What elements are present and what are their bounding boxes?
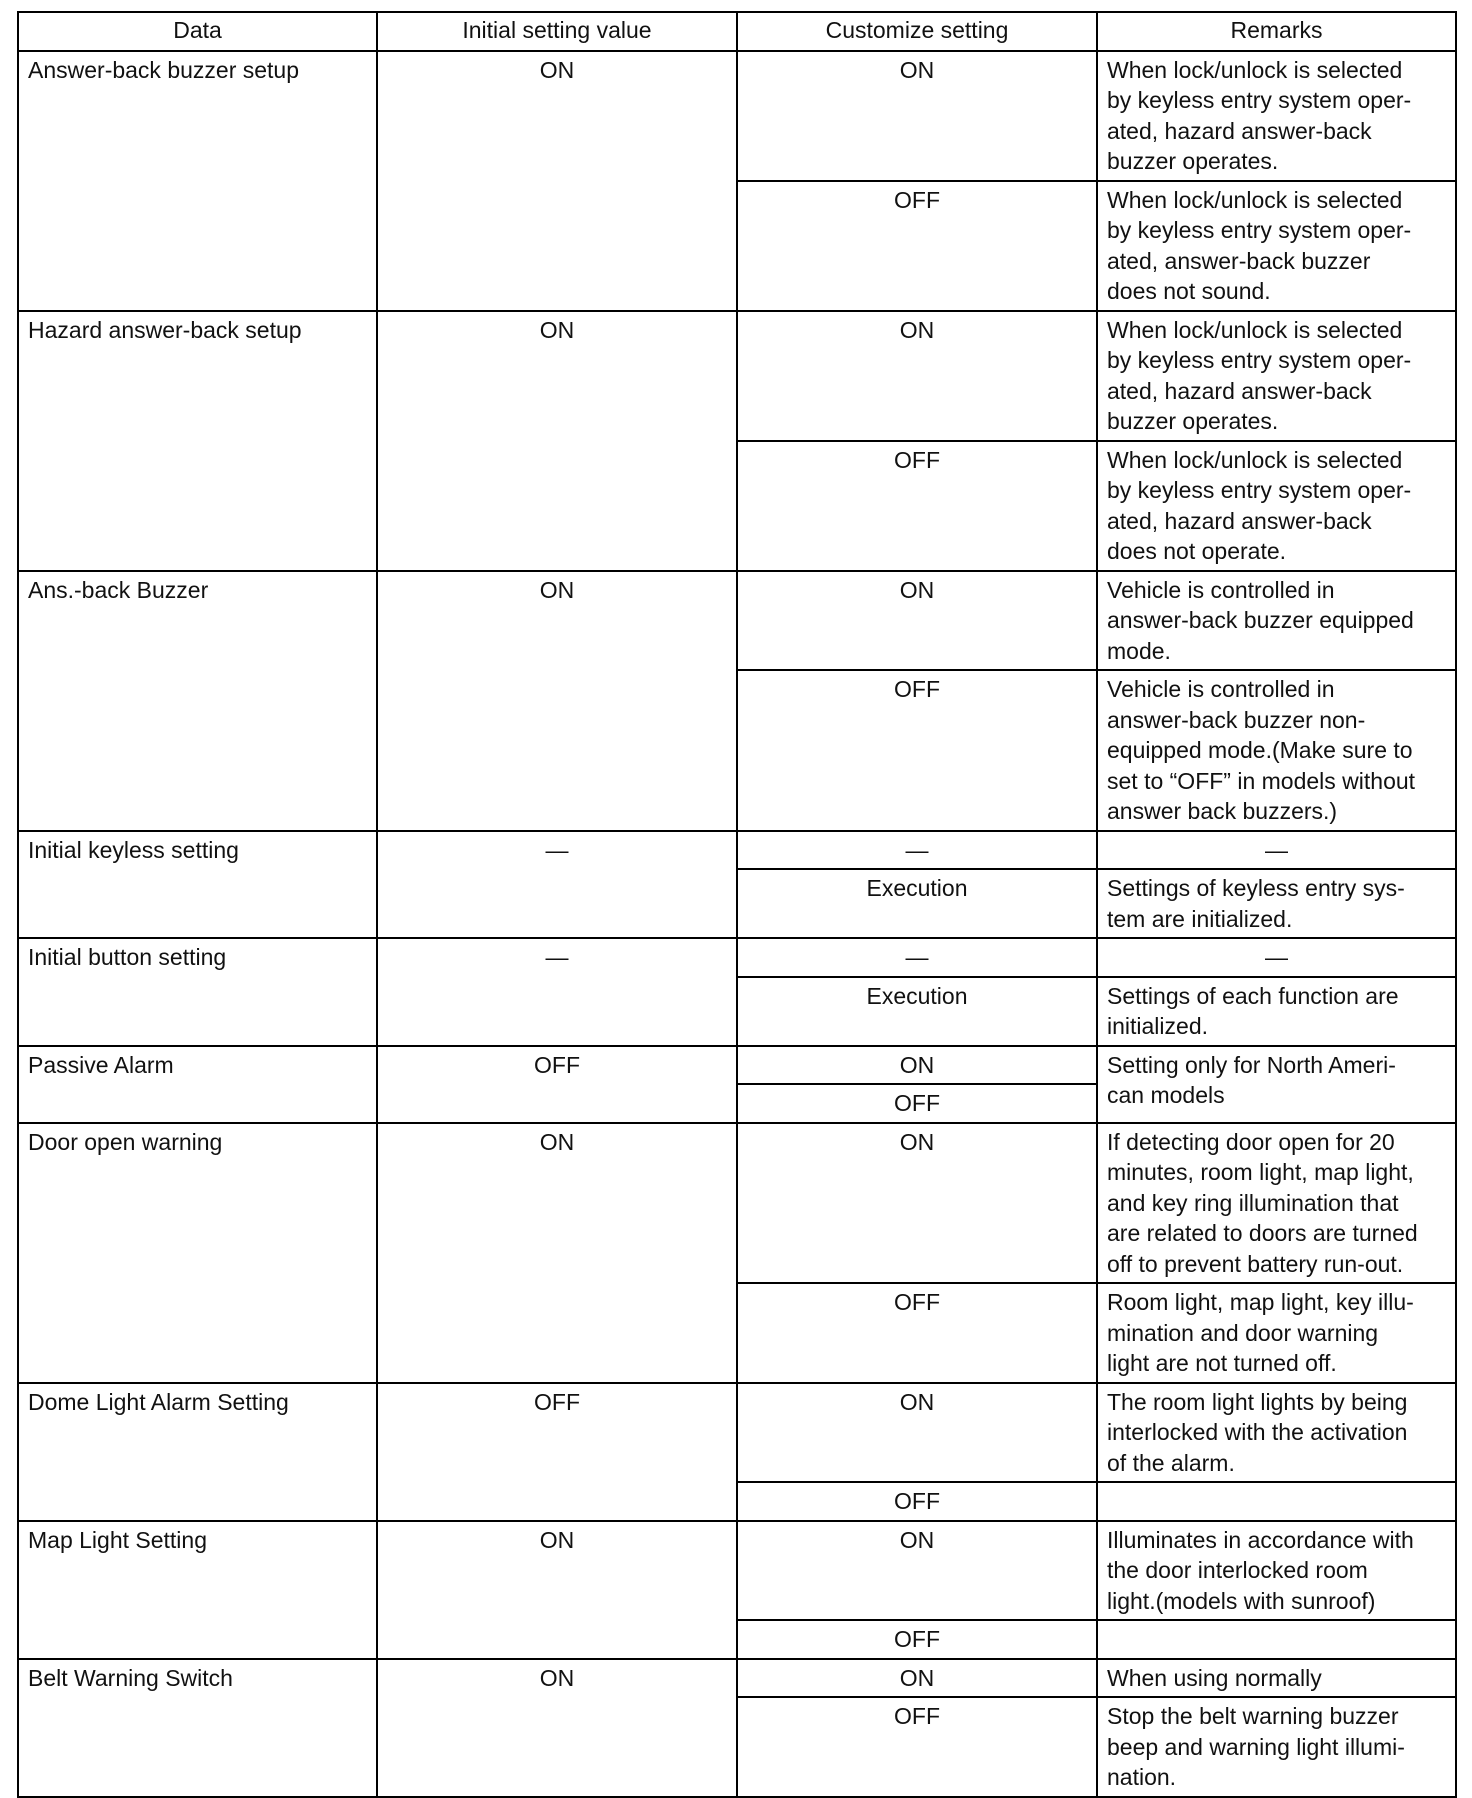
table-row (18, 1659, 1456, 1698)
remarks-cell (1097, 1046, 1456, 1123)
remark-line: ated, hazard answer-back (1107, 507, 1372, 534)
remark-line: tem are initialized. (1107, 905, 1293, 932)
remark-line: are related to doors are turned (1107, 1220, 1418, 1246)
remarks-cell (1097, 869, 1456, 938)
remarks-cell (1097, 1659, 1456, 1698)
table-row (18, 831, 1456, 870)
remark-line: ated, hazard answer-back (1107, 377, 1372, 404)
remark-line: ated, hazard answer-back (1107, 117, 1372, 144)
remark-line: by keyless entry system oper- (1107, 87, 1412, 113)
remark-line: and key ring illumination that (1107, 1189, 1399, 1216)
customize-setting-cell: OFF (737, 1283, 1097, 1383)
customize-setting-cell: Execution (737, 977, 1097, 1046)
initial-value-cell: — (377, 831, 737, 939)
customize-setting-cell: ON (737, 1046, 1097, 1085)
remark-line: buzzer operates. (1107, 148, 1279, 174)
remarks-cell (1097, 1283, 1456, 1383)
initial-value-cell: ON (377, 1659, 737, 1797)
initial-value-cell: OFF (377, 1046, 737, 1123)
remark-line: buzzer operates. (1107, 408, 1279, 434)
remark-line: Illuminates in accordance with (1107, 1526, 1414, 1553)
initial-value-cell: ON (377, 51, 737, 311)
settings-table (17, 11, 1457, 1798)
remark-line: — (1265, 836, 1288, 863)
remark-line: can models (1107, 1082, 1225, 1108)
customize-setting-cell: ON (737, 1383, 1097, 1483)
remark-line: answer-back buzzer non- (1107, 706, 1366, 733)
remark-line: light.(models with sunroof) (1107, 1587, 1376, 1614)
customize-setting-cell: ON (737, 1123, 1097, 1284)
initial-value-cell: OFF (377, 1383, 737, 1521)
customize-setting-cell: ON (737, 311, 1097, 441)
data-cell: Door open warning (18, 1123, 377, 1383)
remark-line: Vehicle is controlled in (1107, 676, 1335, 702)
remark-line: Setting only for North Ameri- (1107, 1051, 1396, 1078)
remark-line: — (1265, 944, 1288, 970)
remark-line: set to “OFF” in models without (1107, 767, 1416, 794)
remark-line: the door interlocked room (1107, 1557, 1368, 1583)
remark-line: does not operate. (1107, 538, 1287, 564)
customize-setting-cell: — (737, 831, 1097, 870)
remark-line: mination and door warning (1107, 1319, 1379, 1346)
table-row (18, 1383, 1456, 1483)
remark-line: Vehicle is controlled in (1107, 576, 1335, 603)
customize-setting-cell: OFF (737, 1620, 1097, 1659)
remarks-cell (1097, 1620, 1456, 1659)
header-data: Data (18, 12, 377, 51)
remark-line: answer-back buzzer equipped (1107, 607, 1414, 633)
remark-line: When lock/unlock is selected (1107, 446, 1403, 473)
remark-line: The room light lights by being (1107, 1388, 1408, 1415)
remark-line: equipped mode.(Make sure to (1107, 737, 1413, 763)
table-row (18, 1521, 1456, 1621)
data-cell: Ans.-back Buzzer (18, 571, 377, 831)
customize-setting-cell: — (737, 938, 1097, 977)
customize-setting-cell: ON (737, 1521, 1097, 1621)
header-remarks: Remarks (1097, 12, 1456, 51)
data-cell: Passive Alarm (18, 1046, 377, 1123)
remarks-cell (1097, 831, 1456, 870)
remarks-cell (1097, 1383, 1456, 1483)
table-row (18, 571, 1456, 671)
remark-line: beep and warning light illumi- (1107, 1733, 1405, 1760)
remark-line: Room light, map light, key illu- (1107, 1289, 1414, 1315)
remark-line: Settings of keyless entry sys- (1107, 875, 1405, 901)
remark-line: minutes, room light, map light, (1107, 1159, 1414, 1185)
remark-line: by keyless entry system oper- (1107, 347, 1412, 373)
remarks-cell (1097, 441, 1456, 571)
customize-setting-cell: ON (737, 571, 1097, 671)
initial-value-cell: ON (377, 311, 737, 571)
customize-setting-cell: OFF (737, 181, 1097, 311)
remarks-cell (1097, 571, 1456, 671)
remark-line: interlocked with the activation (1107, 1419, 1408, 1445)
remarks-cell (1097, 1482, 1456, 1521)
table-row (18, 1123, 1456, 1284)
customize-setting-cell: OFF (737, 1697, 1097, 1797)
remarks-cell (1097, 1521, 1456, 1621)
remark-line: light are not turned off. (1107, 1350, 1337, 1376)
remark-line: When lock/unlock is selected (1107, 316, 1403, 343)
data-cell: Dome Light Alarm Setting (18, 1383, 377, 1521)
remark-line: Stop the belt warning buzzer (1107, 1703, 1399, 1729)
remark-line: mode. (1107, 637, 1171, 664)
remark-line: When lock/unlock is selected (1107, 56, 1403, 83)
table-row (18, 938, 1456, 977)
remark-line: answer back buzzers.) (1107, 798, 1338, 824)
table-row (18, 1046, 1456, 1085)
remark-line: nation. (1107, 1764, 1177, 1790)
remark-line: When using normally (1107, 1664, 1322, 1691)
remarks-cell (1097, 977, 1456, 1046)
remarks-cell (1097, 1697, 1456, 1797)
customize-setting-cell: ON (737, 1659, 1097, 1698)
header-row (18, 12, 1456, 51)
data-cell: Initial keyless setting (18, 831, 377, 939)
customize-setting-cell: OFF (737, 1084, 1097, 1123)
remarks-cell (1097, 938, 1456, 977)
header-initial-setting-value: Initial setting value (377, 12, 737, 51)
remark-line: of the alarm. (1107, 1449, 1235, 1476)
initial-value-cell: ON (377, 571, 737, 831)
remark-line: initialized. (1107, 1013, 1208, 1039)
table-row (18, 311, 1456, 441)
remark-line: by keyless entry system oper- (1107, 217, 1412, 243)
remark-line: by keyless entry system oper- (1107, 477, 1412, 503)
remark-line: off to prevent battery run-out. (1107, 1250, 1404, 1277)
initial-value-cell: — (377, 938, 737, 1046)
remarks-cell (1097, 181, 1456, 311)
header-customize-setting: Customize setting (737, 12, 1097, 51)
data-cell: Map Light Setting (18, 1521, 377, 1659)
remark-line: When lock/unlock is selected (1107, 186, 1403, 213)
table-row (18, 51, 1456, 181)
customize-setting-cell: OFF (737, 1482, 1097, 1521)
customize-setting-cell: ON (737, 51, 1097, 181)
data-cell: Hazard answer-back setup (18, 311, 377, 571)
initial-value-cell: ON (377, 1521, 737, 1659)
remark-line: does not sound. (1107, 278, 1271, 304)
remarks-cell (1097, 51, 1456, 181)
customize-setting-cell: OFF (737, 670, 1097, 831)
initial-value-cell: ON (377, 1123, 737, 1383)
remark-line: ated, answer-back buzzer (1107, 247, 1371, 274)
remarks-cell (1097, 670, 1456, 831)
customize-setting-cell: OFF (737, 441, 1097, 571)
remarks-cell (1097, 1123, 1456, 1284)
data-cell: Belt Warning Switch (18, 1659, 377, 1797)
remark-line: If detecting door open for 20 (1107, 1128, 1395, 1155)
data-cell: Initial button setting (18, 938, 377, 1046)
remarks-cell (1097, 311, 1456, 441)
customize-setting-cell: Execution (737, 869, 1097, 938)
remark-line: Settings of each function are (1107, 982, 1399, 1009)
data-cell: Answer-back buzzer setup (18, 51, 377, 311)
